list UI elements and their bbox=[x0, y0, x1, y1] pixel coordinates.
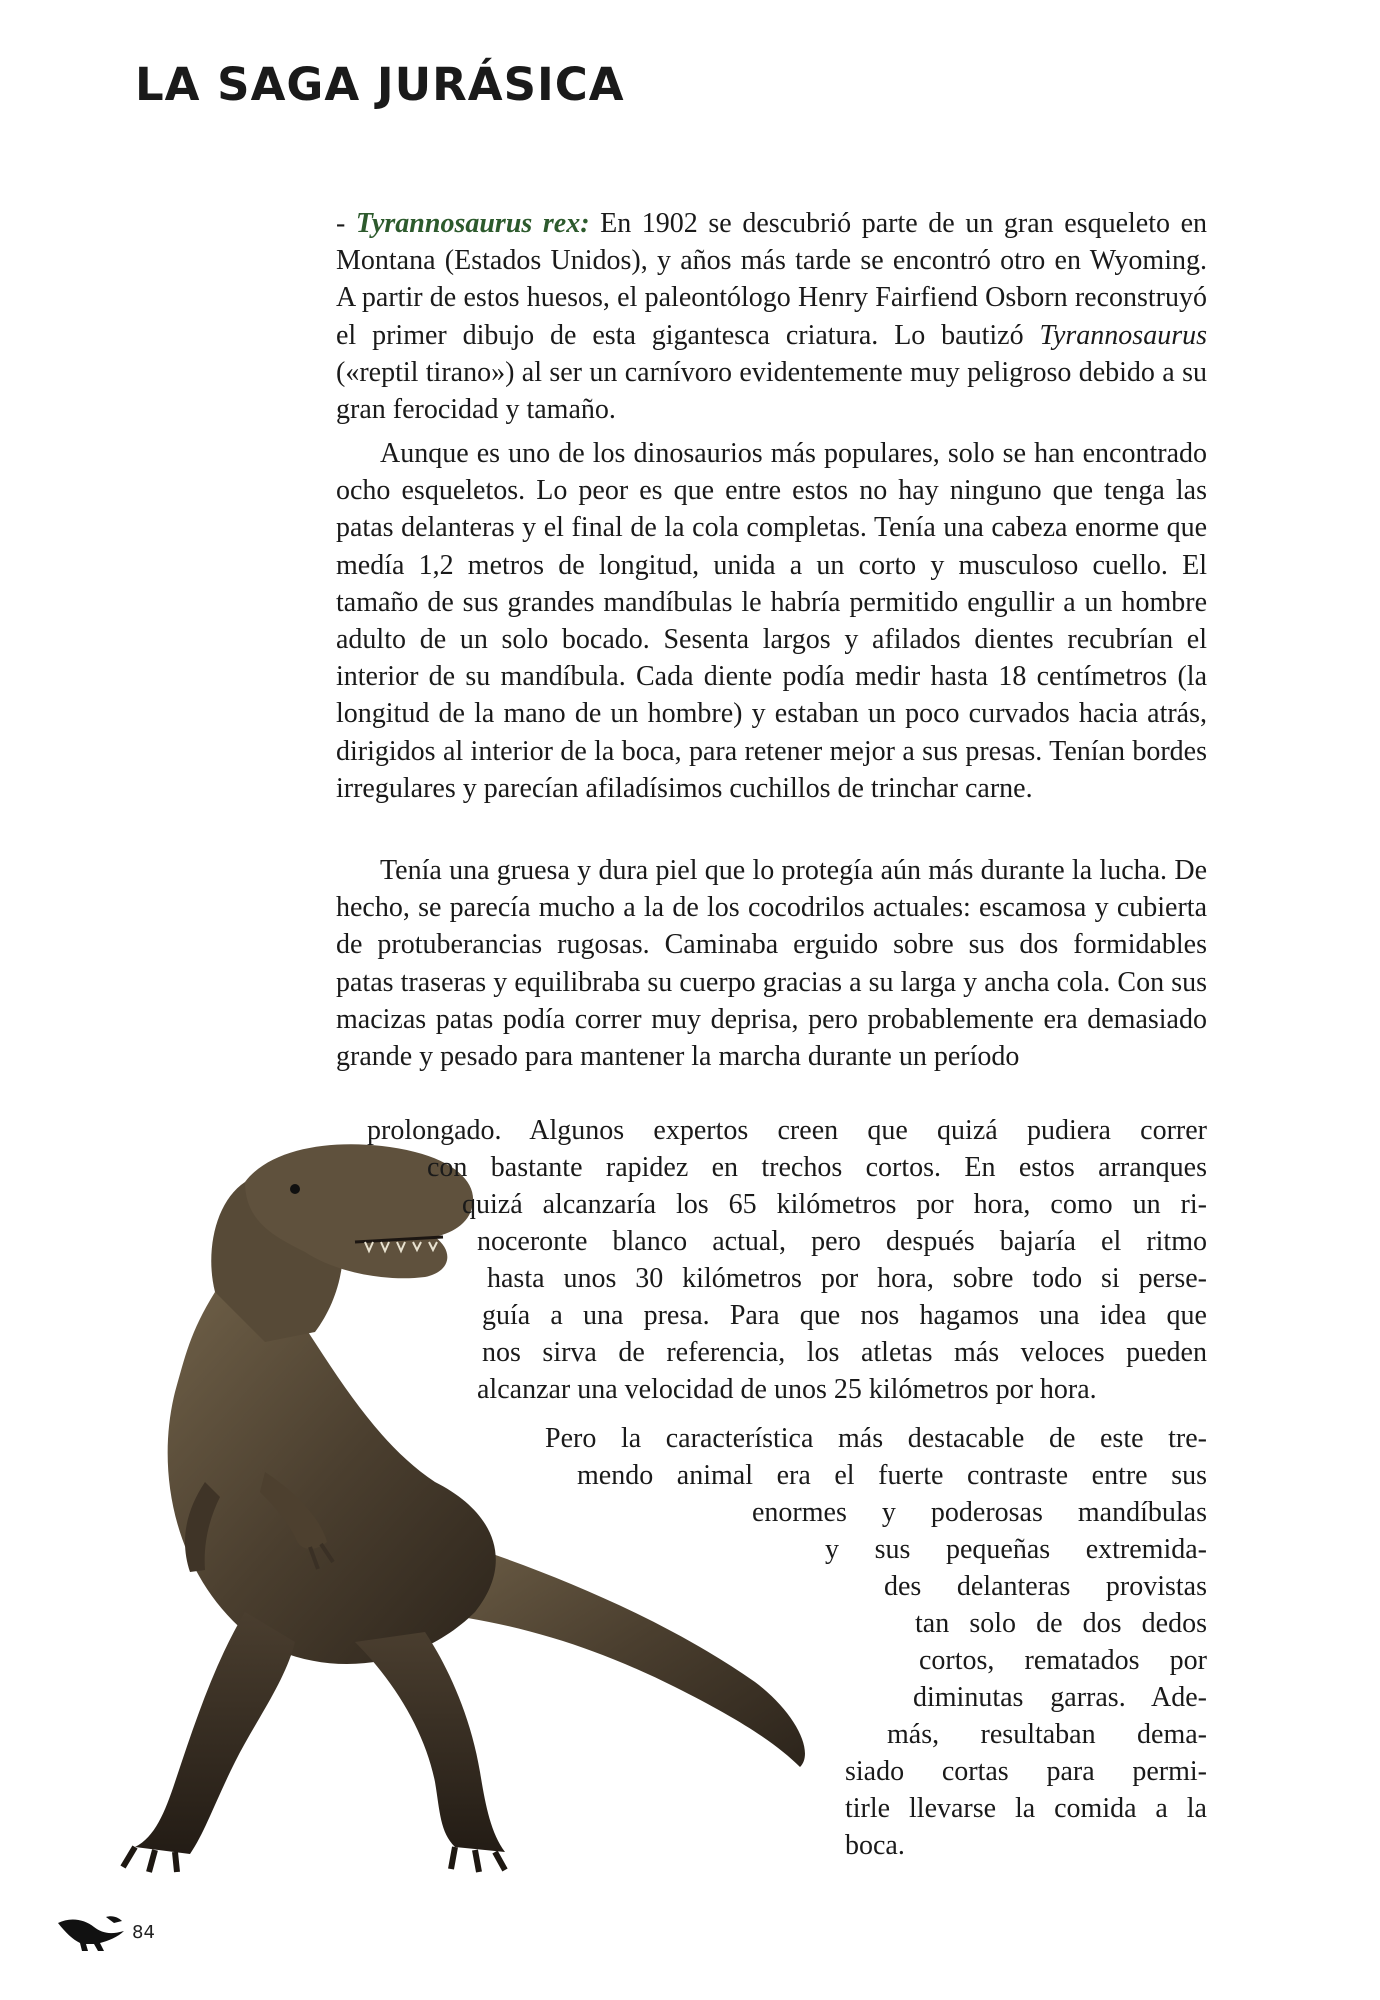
dinosaur-silhouette-icon bbox=[56, 1913, 130, 1953]
species-name-lead: Tyrannosaurus rex: bbox=[355, 208, 590, 239]
wrapped-line: des delanteras provistas bbox=[884, 1571, 1207, 1602]
wrapped-line: cortos, rematados por bbox=[919, 1645, 1207, 1676]
paragraph-tyrannosaurus-intro bbox=[336, 205, 1207, 428]
wrapped-line: guía a una presa. Para que nos hagamos una idea que bbox=[482, 1300, 1207, 1331]
running-header: LA SAGA JURÁSICA bbox=[135, 58, 625, 111]
wrapped-line: quizá alcanzaría los 65 kilómetros por hora, como un ri- bbox=[462, 1189, 1207, 1220]
paragraph-skin-and-speed: Tenía una gruesa y dura piel que lo protegía aún más durante la lucha. De hecho, se parecía mucho a la de los cocodrilos actuales: escamosa y cubierta de protuberancias rugosas. Caminaba erguido sobre sus dos formidables patas traseras y equilibraba su cuerpo gracias a su larga y ancha cola. Con sus macizas patas podía correr muy deprisa, pero probablemente era demasiado grande y pesado para mantener la marcha durante un período bbox=[336, 855, 1207, 1073]
genus-name-term: Tyrannosaurus bbox=[1039, 319, 1207, 351]
wrapped-line: con bastante rapidez en trechos cortos. En estos arranques bbox=[427, 1152, 1207, 1183]
paragraph-1-text-b: («reptil tirano») al ser un carnívoro evidentemente muy peligroso debido a su gran ferocidad y tamaño. bbox=[336, 356, 1207, 426]
wrapped-line: tirle llevarse la comida a la bbox=[845, 1793, 1207, 1824]
wrapped-line: tan solo de dos dedos bbox=[915, 1608, 1207, 1639]
wrapped-line: noceronte blanco actual, pero después bajaría el ritmo bbox=[477, 1226, 1207, 1257]
paragraph-1-text-a: En 1902 se descubrió parte de un gran esqueleto en Montana (Estados Unidos), y años más tarde se encontró otro en Wyoming. A partir de estos huesos, el paleontólogo Henry Fairfiend Osborn reconstruyó el primer dibujo de esta gigantesca criatura. Lo bautizó bbox=[336, 208, 1208, 351]
wrapped-line: más, resultaban dema- bbox=[887, 1719, 1207, 1750]
wrapped-line: alcanzar una velocidad de unos 25 kilómetros por hora. bbox=[477, 1374, 1097, 1405]
wrapped-line: enormes y poderosas mandíbulas bbox=[752, 1497, 1207, 1528]
wrapped-line: hasta unos 30 kilómetros por hora, sobre todo si perse- bbox=[487, 1263, 1207, 1294]
wrapped-line: boca. bbox=[845, 1830, 905, 1861]
paragraph-skeletons-and-teeth: Aunque es uno de los dinosaurios más populares, solo se han encontrado ocho esqueletos. Lo peor es que entre estos no hay ninguno que tenga las patas delanteras y el final de la cola completas. Tenía una cabeza enorme que medía 1,2 metros de longitud, unida a un corto y musculoso cuello. El tamaño de sus grandes mandíbulas le habría permitido engullir a un hombre adulto de un solo bocado. Sesenta largos y afilados dientes recubrían el interior de su mandíbula. Cada diente podía medir hasta 18 centímetros (la longitud de la mano de un hombre) y estaban un poco curvados hacia atrás, dirigidos al interior de la boca, para retener mejor a sus presas. Tenían bordes irregulares y parecían afiladísimos cuchillos de trinchar carne. bbox=[336, 438, 1207, 804]
wrapped-line: nos sirva de referencia, los atletas más veloces pueden bbox=[482, 1337, 1207, 1368]
wrapped-line: diminutas garras. Ade- bbox=[913, 1682, 1207, 1713]
wrapped-line: mendo animal era el fuerte contraste entre sus bbox=[577, 1460, 1207, 1491]
wrapped-line: prolongado. Algunos expertos creen que quizá pudiera correr bbox=[367, 1115, 1207, 1146]
wrapped-line: Pero la característica más destacable de este tre- bbox=[545, 1423, 1207, 1454]
page-number: 84 bbox=[132, 1922, 155, 1943]
wrapped-line: siado cortas para permi- bbox=[845, 1756, 1207, 1787]
lead-dash: - bbox=[336, 208, 356, 239]
wrapped-line: y sus pequeñas extremida- bbox=[825, 1534, 1207, 1565]
